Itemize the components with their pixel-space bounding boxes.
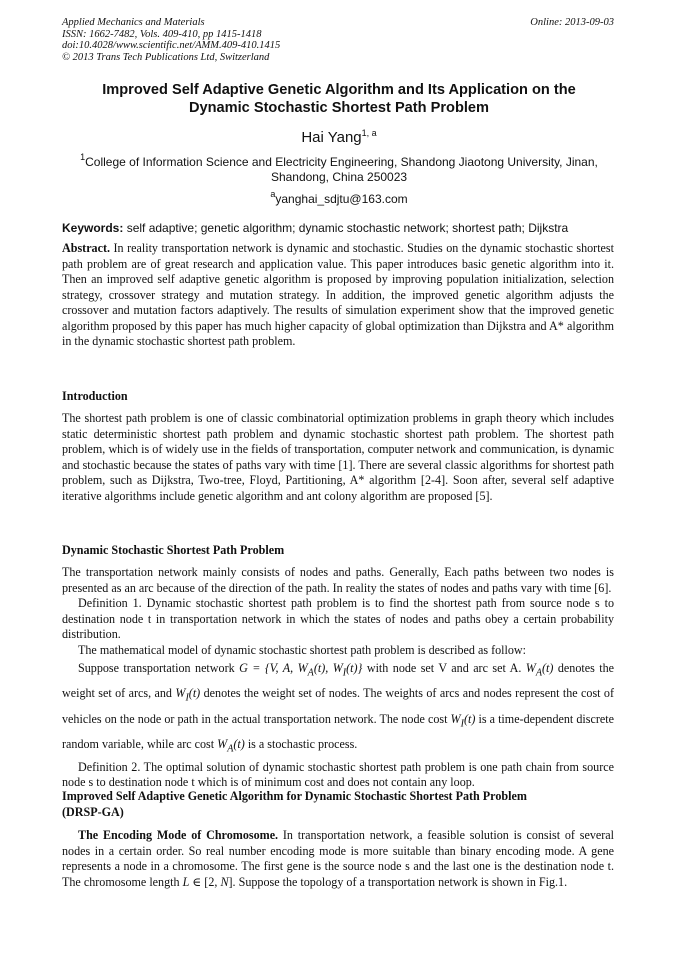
dssp-definition-2: Definition 2. The optimal solution of dynamic stochastic shortest path problem is one path chain from source node s to destination node t which is of minimum cost and does not contain any loop. xyxy=(62,759,614,790)
intro-heading: Introduction xyxy=(62,389,128,403)
keywords xyxy=(62,221,616,235)
keywords-label: Keywords: xyxy=(62,221,124,235)
title-line-1: Improved Self Adaptive Genetic Algorithm and Its Application on the xyxy=(102,82,576,98)
dssp-model-text: Suppose transportation network G = {V, A, $W_A(t)$, $W_I(t)$} with node set V and arc set A. $W_A(t)$ denotes the weight set of arcs, and $W_I(t)$ denotes the weight set of nodes. The weights of arcs and nodes represent the cost of vehicles on the node or path in the actual transportation network. The node cost $W_I(t)$ is a time-dependent discrete random variable, while arc cost $W_A(t)$ is a stochastic process. xyxy=(62,661,615,755)
dssp-definition-1: Definition 1. Dynamic stochastic shortest path problem is to find the shortest path from source node s to destination node t in transportation network in which the states of nodes and paths obey a certain probability distribution. xyxy=(62,596,614,641)
intro-body xyxy=(62,411,614,504)
formula-length: L xyxy=(182,874,190,889)
ga-heading-line-1: Improved Self Adaptive Genetic Algorithm for Dynamic Stochastic Shortest Path Problem xyxy=(62,789,527,803)
abstract-text: In reality transportation network is dynamic and stochastic. Studies on the dynamic stochastic shortest path problem are of great research and application value. This paper introduces basic genetic algorithm into it. Then an improved self adaptive genetic algorithm is proposed by improving population initialization, selection strategy, crossover strategy and mutation strategy. In addition, the improved genetic algorithm adjusts the crossover and mutation factors adaptively. The results of simulation experiment show that the improved genetic algorithm proposed by this paper has much higher capacity of global optimization than Dijkstra and A* algorithm in the dynamic stochastic shortest path problem. xyxy=(62,241,614,348)
formula-network: G = {V, A, $W_A(t)$, $W_I(t)$} xyxy=(239,661,363,679)
keywords-text: self adaptive; genetic algorithm; dynamic stochastic network; shortest path; Dijkstra xyxy=(123,221,569,235)
ga-subheading: The Encoding Mode of Chromosome. xyxy=(78,828,279,842)
intro-text: The shortest path problem is one of classic combinatorial optimization problems in graph theory which includes static deterministic shortest path problem and dynamic stochastic shortest path problem. The shortest path problem, which is of widely use in the fields of transportation, computer network and communication, is dynamic and stochastic because the states of paths vary with time [1]. There are several classic algorithms for shortest path problem, such as Dijkstra, Two-tree, Floyd, Partitioning, A* algorithm [2-4]. Soon after, several self adaptive iterative algorithms include genetic algorithm and ant colony algorithm are proposed [5]. xyxy=(62,411,614,503)
dssp-body xyxy=(62,565,614,791)
email xyxy=(62,189,616,206)
dssp-p1: The transportation network mainly consists of nodes and paths. Generally, Each paths between two nodes is presented as an arc because of the direction of the path. In reality the states of nodes and paths vary with time [6]. xyxy=(62,565,614,595)
issn-line: ISSN: 1662-7482, Vols. 409-410, pp 1415-1418 xyxy=(62,28,262,40)
formula-wi: $W_I(t)$ xyxy=(175,686,201,704)
doi-line[interactable]: doi:10.4028/www.scientific.net/AMM.409-410.1415 xyxy=(62,40,281,51)
affiliation-sup: 1 xyxy=(80,152,86,162)
ga-heading xyxy=(62,789,614,820)
email-address[interactable]: yanghai_sdjtu@163.com xyxy=(275,192,408,206)
email-sup: a xyxy=(270,189,276,199)
author-name: Hai Yang xyxy=(301,129,362,146)
affiliation-line-1: College of Information Science and Electricity Engineering, Shandong Jiaotong University, Jinan, xyxy=(85,155,598,169)
author-sup: 1, a xyxy=(361,128,377,138)
formula-wa: $W_A(t)$ xyxy=(525,661,554,679)
online-date: Online: 2013-09-03 xyxy=(530,17,614,28)
copyright-line: © 2013 Trans Tech Publications Ltd, Switzerland xyxy=(62,51,270,63)
formula-wa-2: $W_A(t)$ xyxy=(217,737,245,755)
abstract xyxy=(62,241,614,350)
formula-wi-2: $W_I(t)$ xyxy=(450,711,476,730)
ga-body: The Encoding Mode of Chromosome. In transportation network, a feasible solution is consist of several nodes in a certain order. So real number encoding mode is more suitable than binary encoding mode. A gene represents a node in a chromosome. The first gene is the source node s and the last one is the destination node t. The chromosome length L ∈ [2, N]. Suppose the topology of a transportation network is shown in Fig.1. xyxy=(62,828,614,889)
title-line-2: Dynamic Stochastic Shortest Path Problem xyxy=(188,100,490,116)
paper-title xyxy=(62,81,616,117)
dssp-heading: Dynamic Stochastic Shortest Path Problem xyxy=(62,543,285,557)
journal-name: Applied Mechanics and Materials xyxy=(62,17,205,28)
journal-header xyxy=(62,17,280,63)
affiliation-line-2: Shandong, China 250023 xyxy=(270,170,408,184)
abstract-label: Abstract. xyxy=(62,241,111,255)
affiliation xyxy=(62,152,616,185)
dssp-model-intro: The mathematical model of dynamic stochastic shortest path problem is described as follow: xyxy=(78,642,527,657)
ga-heading-line-2: (DRSP-GA) xyxy=(62,804,124,819)
author xyxy=(62,129,616,146)
